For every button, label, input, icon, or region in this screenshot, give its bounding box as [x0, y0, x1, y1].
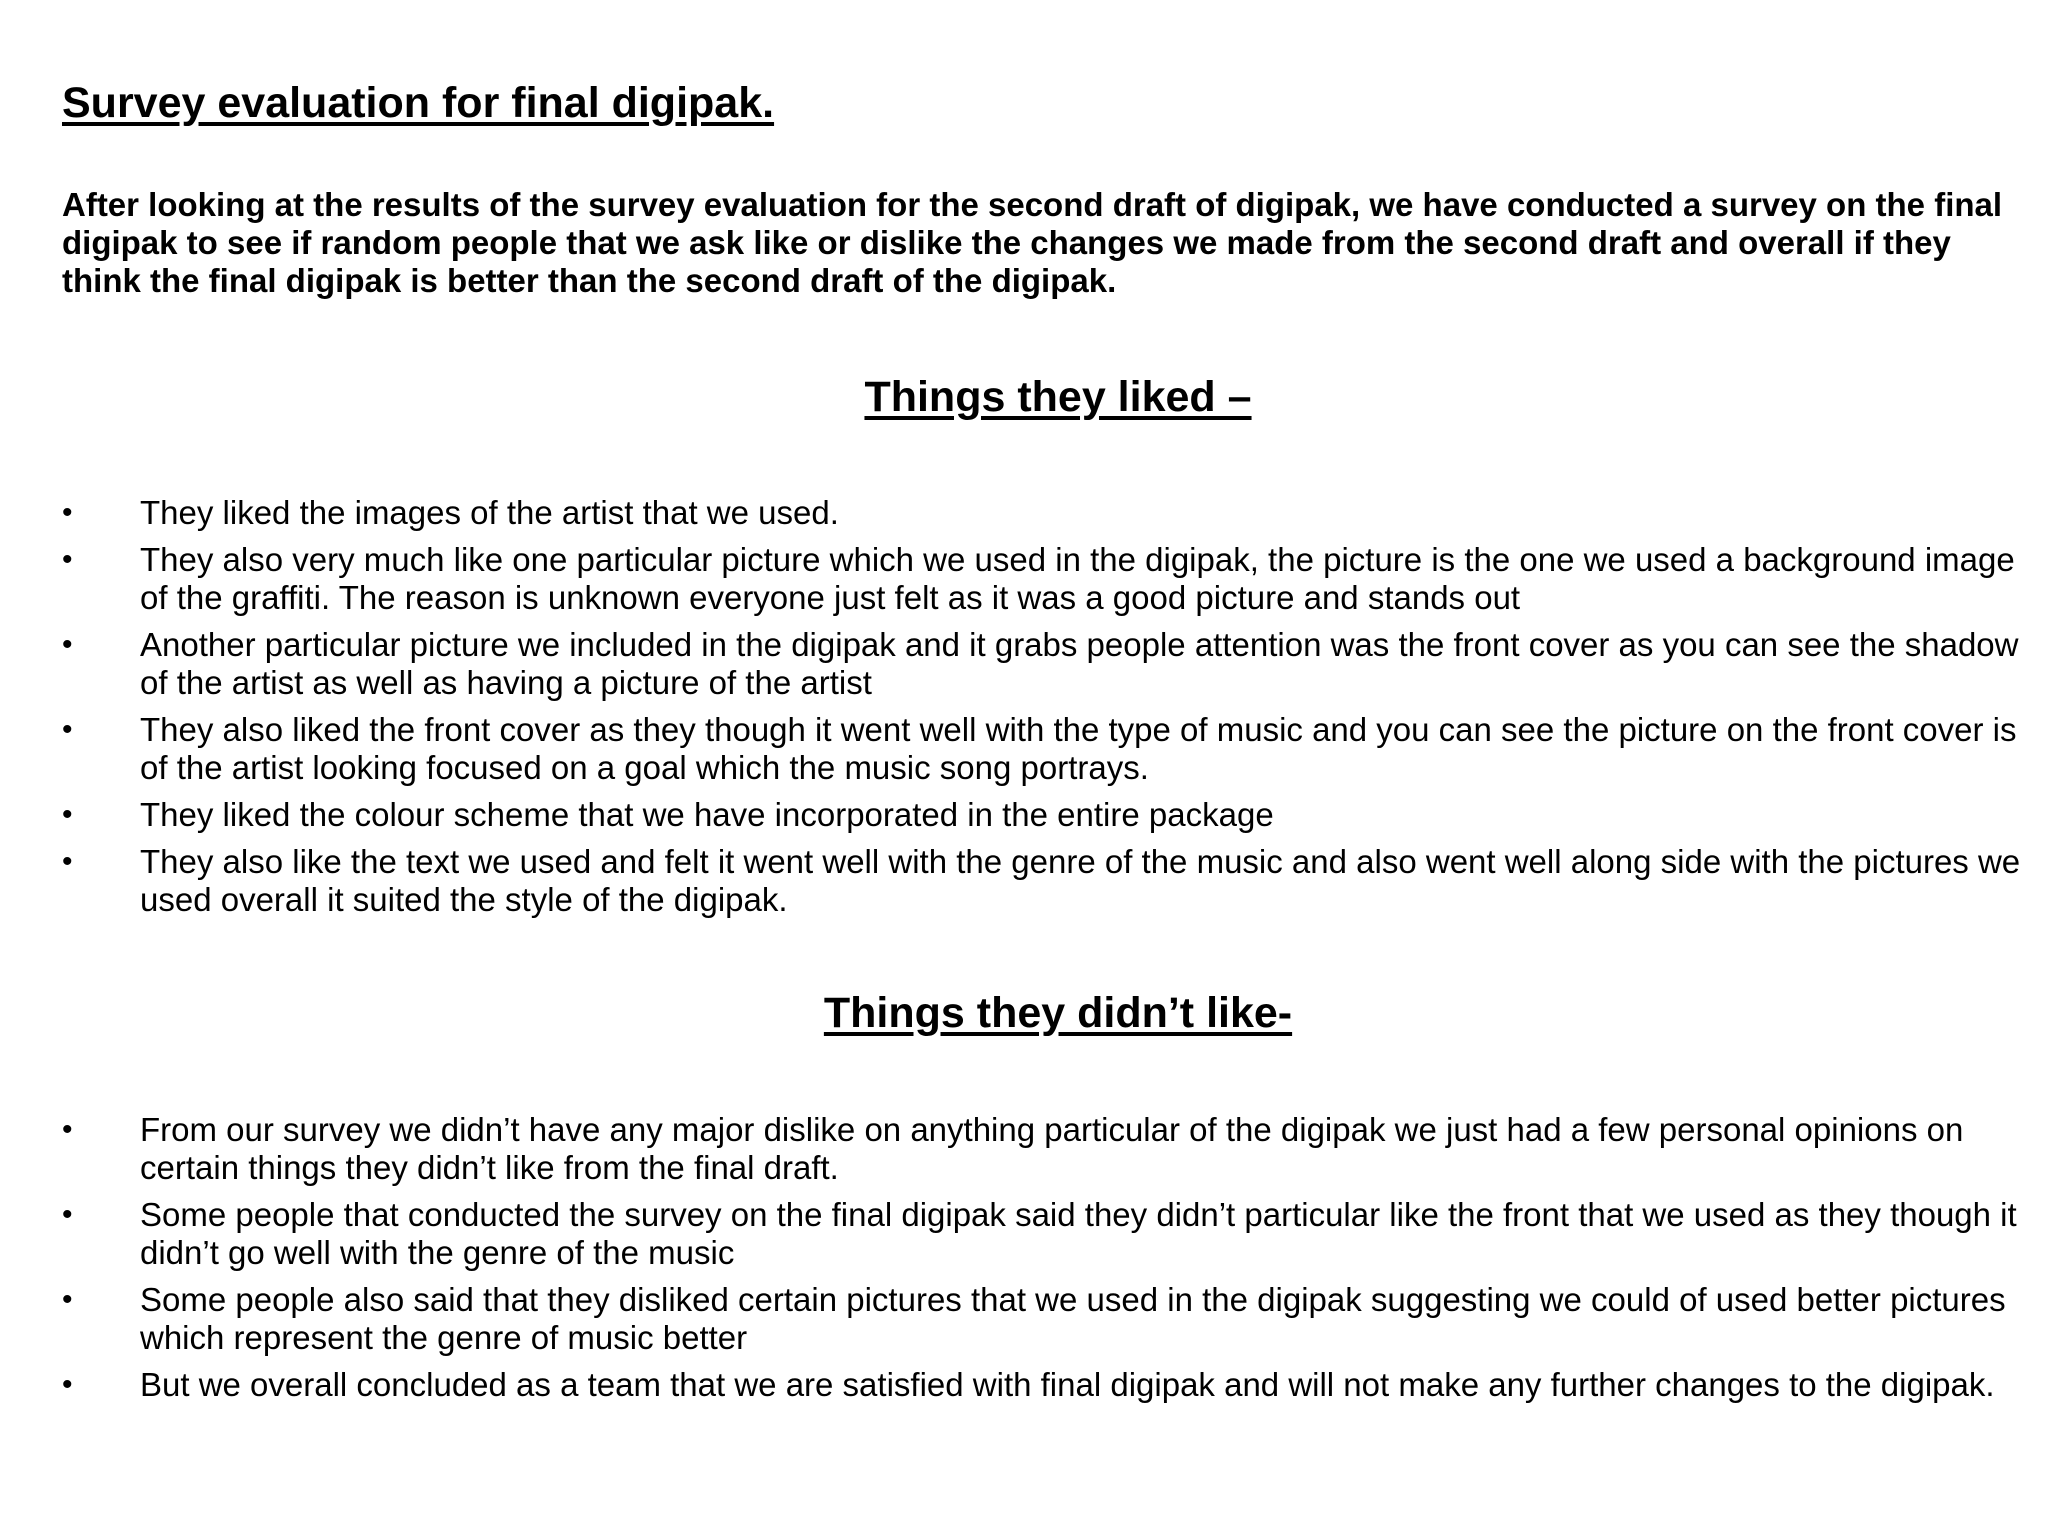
- intro-paragraph: After looking at the results of the survey evaluation for the second draft of digipak, we have conducted a survey on the final digipak to see if random people that we ask like or dislike the changes we made from the second draft and overall if they think the final digipak is better than the second draft of the digipak.: [62, 186, 2003, 299]
- list-item-text: Another particular picture we included in the digipak and it grabs people attention was the front cover as you can see the shadow of the artist as well as having a picture of the artist: [140, 626, 2019, 701]
- list-item-text: Some people also said that they disliked certain pictures that we used in the digipak suggesting we could of used better pictures which represent the genre of music better: [140, 1281, 2006, 1356]
- bullet-icon: •: [62, 496, 73, 529]
- list-item: [0, 626, 2028, 702]
- list-item: [0, 541, 2028, 617]
- disliked-list: [0, 1111, 2048, 1413]
- list-item: [0, 711, 2028, 787]
- bullet-icon: •: [62, 1368, 73, 1401]
- list-item-text: But we overall concluded as a team that we are satisfied with final digipak and will not make any further changes to the digipak.: [140, 1366, 1995, 1403]
- liked-heading-text: Things they liked –: [864, 373, 1252, 421]
- bullet-icon: •: [62, 713, 73, 746]
- bullet-icon: •: [62, 1113, 73, 1146]
- bullet-icon: •: [62, 845, 73, 878]
- list-item: [0, 494, 2028, 532]
- disliked-heading: [34, 988, 2048, 1040]
- list-item: [0, 1366, 2028, 1404]
- list-item-text: Some people that conducted the survey on the final digipak said they didn’t particular like the front that we used as they though it didn’t go well with the genre of the music: [140, 1196, 2017, 1271]
- bullet-icon: •: [62, 543, 73, 576]
- list-item-text: They also very much like one particular picture which we used in the digipak, the picture is the one we used a background image of the graffiti. The reason is unknown everyone just felt as it was a good picture and stands out: [140, 541, 2015, 616]
- list-item-text: They liked the images of the artist that we used.: [140, 494, 839, 531]
- list-item: [0, 1196, 2028, 1272]
- list-item-text: They also like the text we used and felt it went well with the genre of the music and also went well along side with the pictures we used overall it suited the style of the digipak.: [140, 843, 2021, 918]
- liked-list: [0, 494, 2048, 928]
- list-item-text: From our survey we didn’t have any major dislike on anything particular of the digipak we just had a few personal opinions on certain things they didn’t like from the final draft.: [140, 1111, 1964, 1186]
- bullet-icon: •: [62, 628, 73, 661]
- list-item-text: They also liked the front cover as they though it went well with the type of music and you can see the picture on the front cover is of the artist looking focused on a goal which the music song portrays.: [140, 711, 2017, 786]
- page-title: Survey evaluation for final digipak.: [62, 79, 775, 127]
- bullet-icon: •: [62, 1198, 73, 1231]
- bullet-icon: •: [62, 1283, 73, 1316]
- disliked-heading-text: Things they didn’t like-: [823, 989, 1293, 1037]
- list-item: [0, 796, 2028, 834]
- list-item: [0, 843, 2028, 919]
- list-item: [0, 1111, 2028, 1187]
- bullet-icon: •: [62, 798, 73, 831]
- liked-heading: [34, 372, 2048, 424]
- list-item: [0, 1281, 2028, 1357]
- list-item-text: They liked the colour scheme that we have incorporated in the entire package: [140, 796, 1274, 833]
